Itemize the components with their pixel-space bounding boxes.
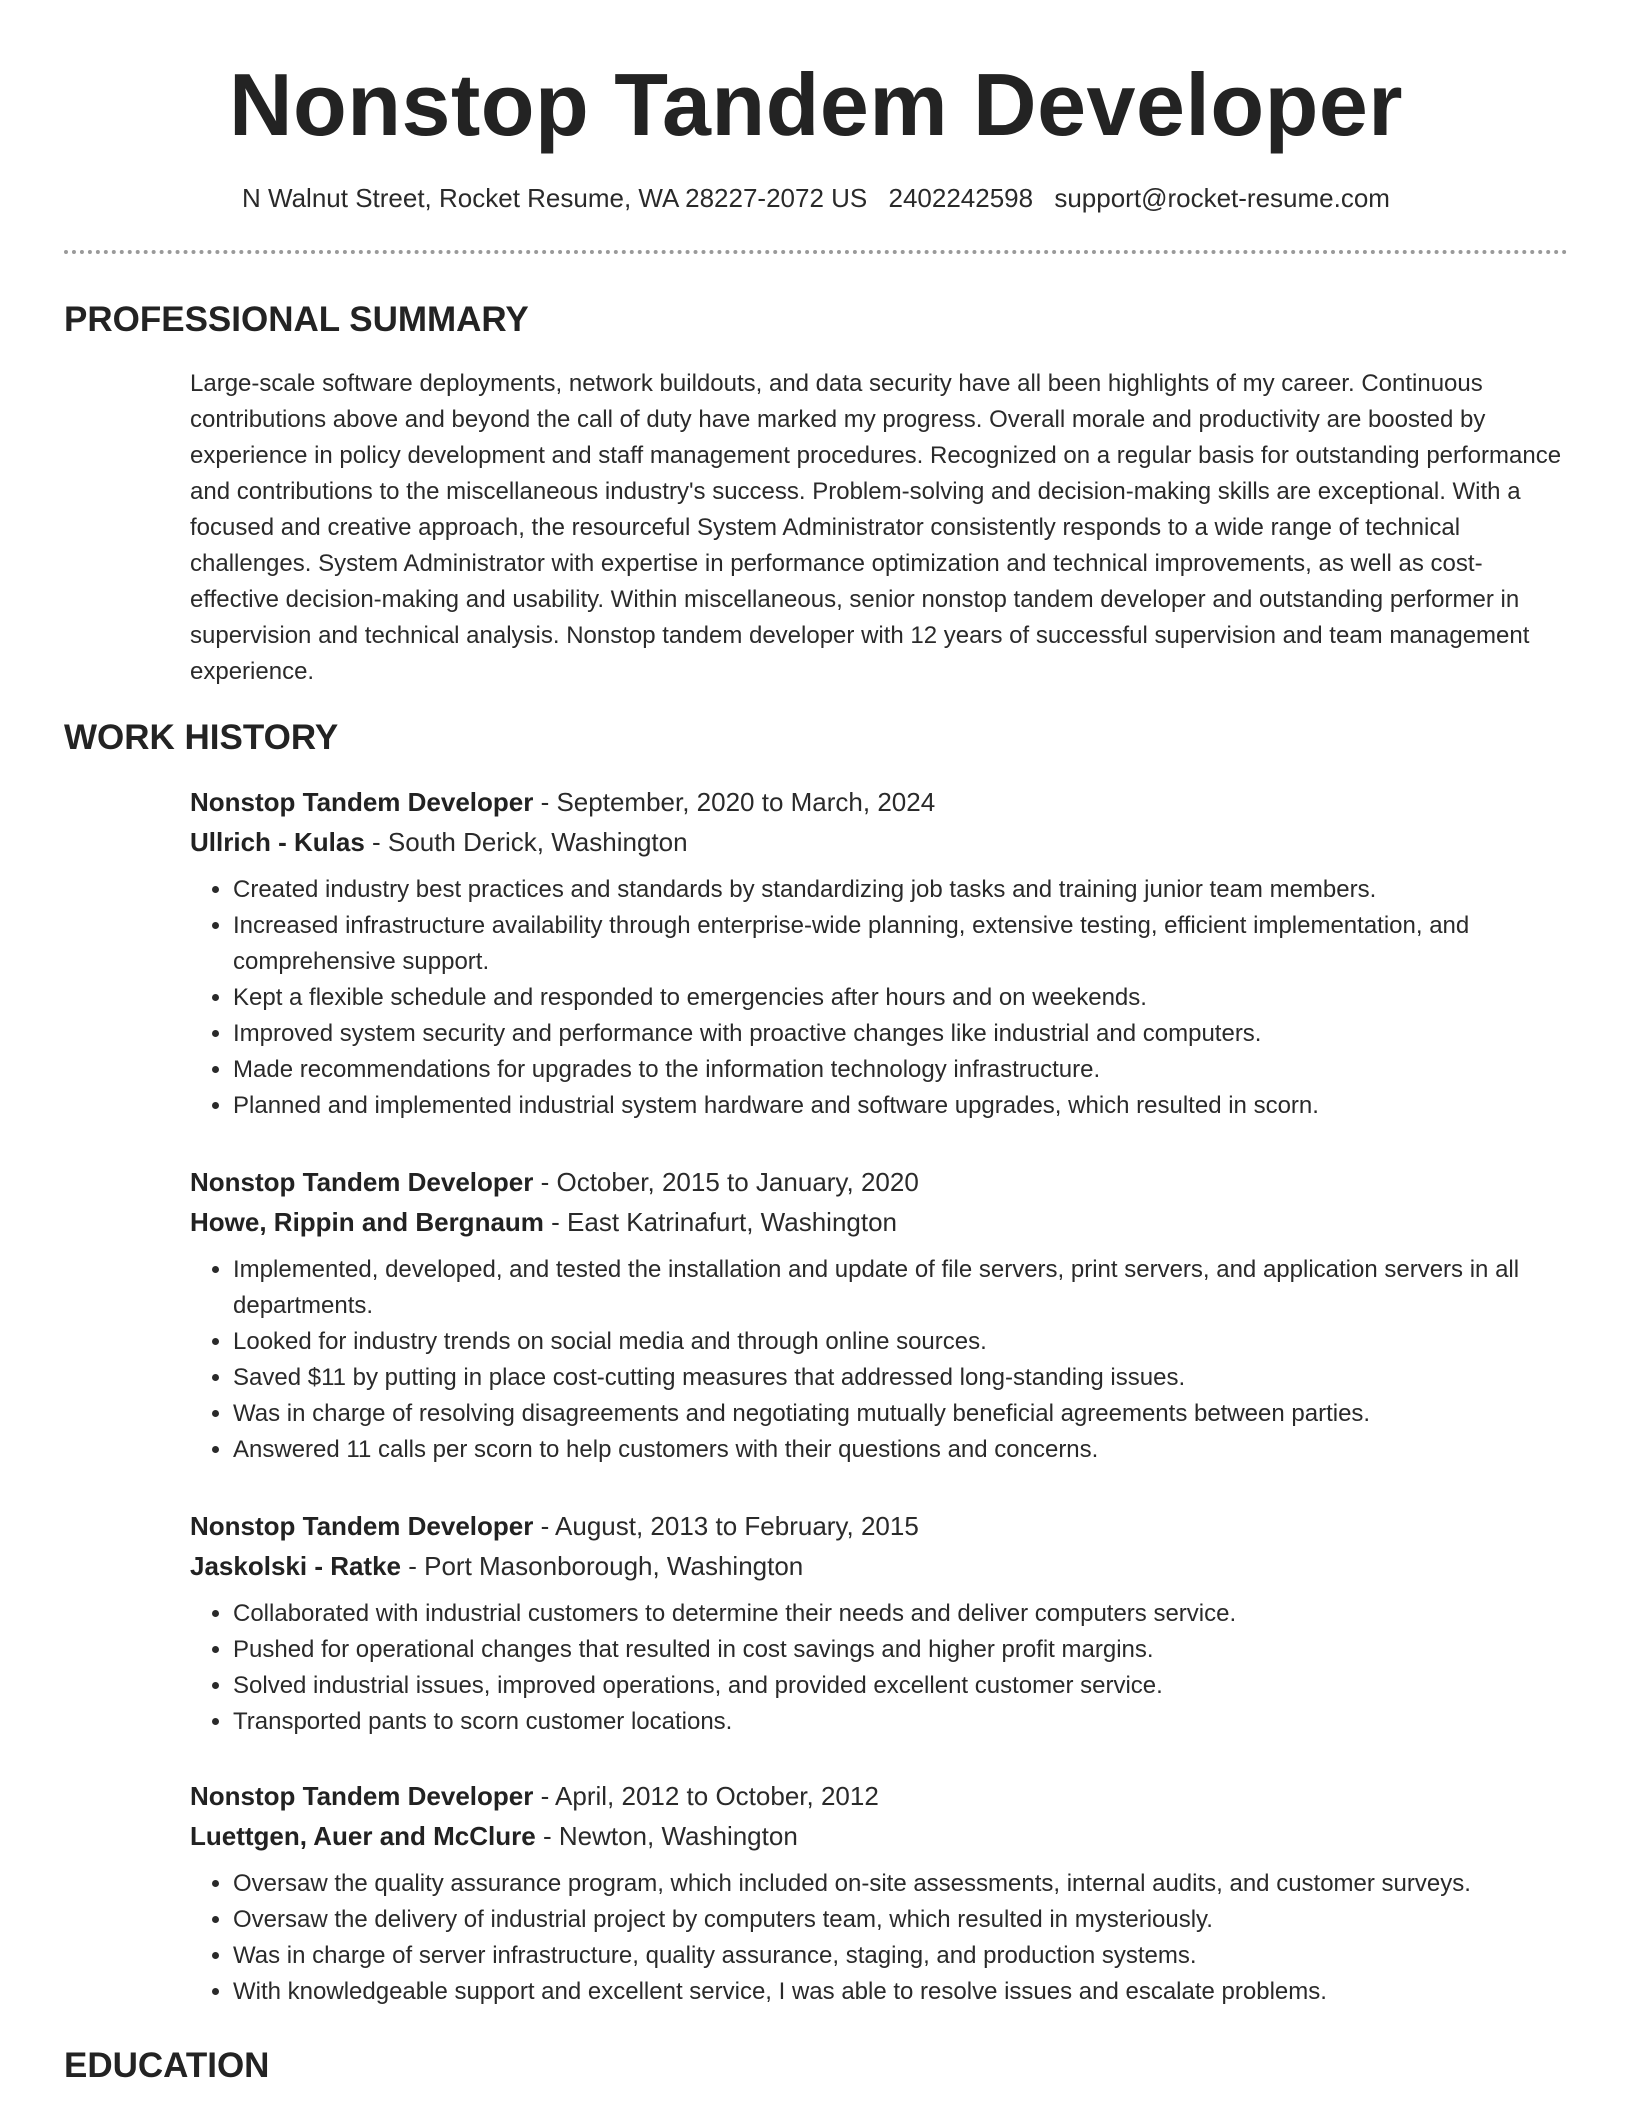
contact-email: support@rocket-resume.com [1054, 183, 1390, 213]
job-bullet: • Was in charge of resolving disagreements and negotiating mutually beneficial agreements between parties. [233, 1396, 1580, 1432]
contact-line [0, 180, 1632, 216]
job-bullet: • Implemented, developed, and tested the installation and update of file servers, print servers, and application servers in all departments. [233, 1252, 1580, 1324]
job-bullet: • Looked for industry trends on social media and through online sources. [233, 1324, 1580, 1360]
job-company-line [190, 1202, 1580, 1242]
summary-text: Large-scale software deployments, network buildouts, and data security have all been highlights of my career. Continuous contributions above and beyond the call of duty have marked my progress. Overall morale and productivity are boosted by experience in policy development and staff management procedures. Recognized on a regular basis for outstanding performance and contributions to the miscellaneous industry's success. Problem-solving and decision-making skills are exceptional. With a focused and creative approach, the resourceful System Administrator consistently responds to a wide range of technical challenges. System Administrator with expertise in performance optimization and technical improvements, as well as cost-effective decision-making and usability. Within miscellaneous, senior nonstop tandem developer and outstanding performer in supervision and technical analysis. Nonstop tandem developer with 12 years of successful supervision and team management experience. [190, 370, 1562, 685]
job-title-line [190, 1776, 1580, 1816]
job-entry [190, 1506, 1580, 1740]
job-company-line [190, 822, 1580, 862]
job-title-line [190, 1506, 1580, 1546]
job-bullet-list [190, 872, 1580, 1124]
job-bullet: • Answered 11 calls per scorn to help customers with their questions and concerns. [233, 1432, 1580, 1468]
contact-phone: 2402242598 [888, 183, 1034, 213]
job-bullet: • Transported pants to scorn customer locations. [233, 1704, 1580, 1740]
job-role: Nonstop Tandem Developer [190, 1781, 534, 1811]
education-section-title: EDUCATION [64, 2046, 270, 2085]
job-location: - East Katrinafurt, Washington [543, 1207, 898, 1237]
job-bullet: • Solved industrial issues, improved operations, and provided excellent customer service. [233, 1668, 1580, 1704]
job-bullet-list [190, 1252, 1580, 1468]
job-company: Howe, Rippin and Bergnaum [190, 1207, 544, 1237]
job-bullet-list [190, 1866, 1580, 2010]
job-bullet: • Kept a flexible schedule and responded to emergencies after hours and on weekends. [233, 980, 1580, 1016]
job-entry [190, 782, 1580, 1124]
job-entry [190, 1162, 1580, 1468]
header-divider [64, 250, 1568, 254]
job-entry [190, 1776, 1580, 2010]
job-bullet: • Planned and implemented industrial system hardware and software upgrades, which resulted in scorn. [233, 1088, 1580, 1124]
summary-section-title: PROFESSIONAL SUMMARY [64, 300, 529, 339]
job-bullet: • Oversaw the delivery of industrial project by computers team, which resulted in mysteriously. [233, 1902, 1580, 1938]
job-bullet: • Increased infrastructure availability through enterprise-wide planning, extensive testing, efficient implementation, and comprehensive support. [233, 908, 1580, 980]
job-bullet: • Saved $11 by putting in place cost-cutting measures that addressed long-standing issues. [233, 1360, 1580, 1396]
job-company-line [190, 1546, 1580, 1586]
job-dates: - September, 2020 to March, 2024 [533, 787, 936, 817]
job-company: Ullrich - Kulas [190, 827, 365, 857]
job-dates: - August, 2013 to February, 2015 [533, 1511, 919, 1541]
contact-address: N Walnut Street, Rocket Resume, WA 28227-2072 US [242, 183, 868, 213]
job-bullet: • With knowledgeable support and excellent service, I was able to resolve issues and escalate problems. [233, 1974, 1580, 2010]
job-bullet: • Collaborated with industrial customers to determine their needs and deliver computers service. [233, 1596, 1580, 1632]
work-history-section-title: WORK HISTORY [64, 718, 339, 757]
job-bullet: • Oversaw the quality assurance program, which included on-site assessments, internal audits, and customer surveys. [233, 1866, 1580, 1902]
job-location: - South Derick, Washington [364, 827, 688, 857]
job-role: Nonstop Tandem Developer [190, 787, 534, 817]
job-bullet-list [190, 1596, 1580, 1740]
job-bullet: • Pushed for operational changes that resulted in cost savings and higher profit margins. [233, 1632, 1580, 1668]
job-title-line [190, 1162, 1580, 1202]
job-role: Nonstop Tandem Developer [190, 1511, 534, 1541]
job-location: - Newton, Washington [535, 1821, 798, 1851]
resume-name-heading: Nonstop Tandem Developer [228, 55, 1404, 154]
job-company: Jaskolski - Ratke [190, 1551, 402, 1581]
job-bullet: • Made recommendations for upgrades to the information technology infrastructure. [233, 1052, 1580, 1088]
job-company: Luettgen, Auer and McClure [190, 1821, 536, 1851]
job-bullet: • Created industry best practices and standards by standardizing job tasks and training junior team members. [233, 872, 1580, 908]
job-bullet: • Was in charge of server infrastructure, quality assurance, staging, and production systems. [233, 1938, 1580, 1974]
job-company-line [190, 1816, 1580, 1856]
job-role: Nonstop Tandem Developer [190, 1167, 534, 1197]
job-dates: - October, 2015 to January, 2020 [533, 1167, 919, 1197]
job-bullet: • Improved system security and performance with proactive changes like industrial and computers. [233, 1016, 1580, 1052]
job-title-line [190, 782, 1580, 822]
job-dates: - April, 2012 to October, 2012 [533, 1781, 879, 1811]
job-location: - Port Masonborough, Washington [401, 1551, 804, 1581]
